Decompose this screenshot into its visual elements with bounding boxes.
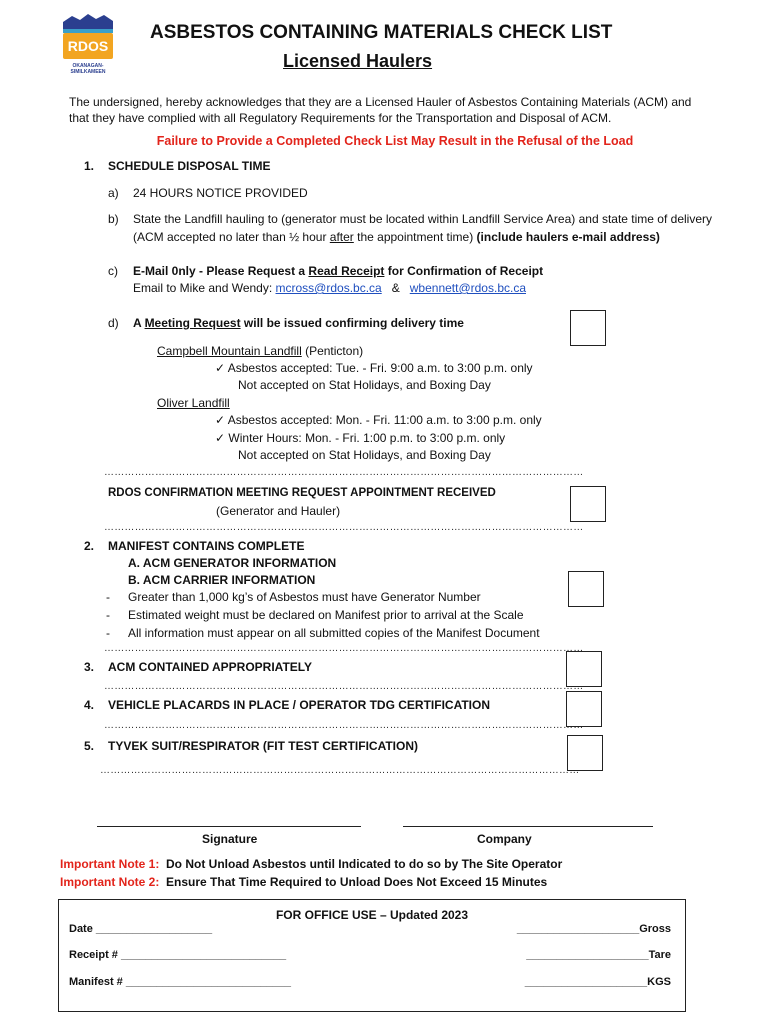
svg-text:SIMILKAMEEN: SIMILKAMEEN	[70, 69, 106, 75]
office-use-box	[58, 899, 686, 1012]
svg-text:OKANAGAN-: OKANAGAN-	[72, 63, 104, 69]
section-2-number: 2.	[84, 539, 95, 553]
divider-dots: ……………………………………………………………………………………………………………………………	[104, 522, 584, 533]
office-kgs[interactable]: ____________________KGS	[524, 976, 671, 988]
divider-dots: ……………………………………………………………………………………………………………………………	[104, 643, 584, 654]
oliver-landfill: Oliver Landfill	[157, 396, 230, 410]
divider-dots: ……………………………………………………………………………………………………………………………	[100, 765, 580, 776]
section-1-number: 1.	[84, 159, 95, 173]
section-2-heading: MANIFEST CONTAINS COMPLETE	[108, 539, 305, 553]
signature-label: Signature	[202, 832, 258, 846]
confirmation-sub: (Generator and Hauler)	[216, 504, 341, 518]
section-5-number: 5.	[84, 739, 95, 753]
bullet-dash: -	[106, 590, 110, 604]
manifest-bullet-3: All information must appear on all submitted copies of the Manifest Document	[128, 626, 540, 640]
check-icon: ✓	[215, 413, 226, 427]
office-gross[interactable]: ____________________Gross	[516, 923, 671, 935]
check-icon: ✓	[215, 361, 226, 375]
important-note-1: Important Note 1: Do Not Unload Asbestos until Indicated to do so by The Site Operator	[60, 857, 563, 871]
intro-text: The undersigned, hereby acknowledges that they are a Licensed Hauler of Asbestos Containing Materials (ACM) and that they have complied with all Regulatory Requirements for the Transportation and Disposal of ACM.	[69, 95, 692, 125]
campbell-hours: ✓ Asbestos accepted: Tue. - Fri. 9:00 a.m. to 3:00 p.m. only	[215, 361, 533, 375]
office-tare[interactable]: ____________________Tare	[526, 949, 671, 961]
manifest-bullet-2: Estimated weight must be declared on Manifest prior to arrival at the Scale	[128, 608, 524, 622]
item-d-text: A Meeting Request will be issued confirming delivery time	[133, 316, 464, 330]
logo-text: RDOS	[67, 38, 109, 54]
oliver-winter-hours: ✓ Winter Hours: Mon. - Fri. 1:00 p.m. to 3:00 p.m. only	[215, 431, 506, 445]
item-b-letter: b)	[108, 212, 119, 226]
item-c-line1: E-Mail 0nly - Please Request a Read Receipt for Confirmation of Receipt	[133, 264, 544, 278]
company-line[interactable]	[403, 826, 653, 827]
checkbox-confirmation[interactable]	[570, 486, 606, 522]
page-title: ASBESTOS CONTAINING MATERIALS CHECK LIST	[150, 22, 613, 43]
email-link-mcross[interactable]: mcross@rdos.bc.ca	[275, 281, 382, 295]
section-1-heading: SCHEDULE DISPOSAL TIME	[108, 159, 271, 173]
section-3-heading: ACM CONTAINED APPROPRIATELY	[108, 660, 313, 674]
manifest-carrier: B. ACM CARRIER INFORMATION	[128, 573, 316, 587]
office-title: FOR OFFICE USE – Updated 2023	[275, 908, 469, 922]
company-label: Company	[477, 832, 532, 846]
office-date[interactable]: Date ___________________	[69, 923, 213, 935]
confirmation-heading: RDOS CONFIRMATION MEETING REQUEST APPOINTMENT RECEIVED	[108, 487, 496, 499]
manifest-bullet-1: Greater than 1,000 kg’s of Asbestos must have Generator Number	[128, 590, 481, 604]
email-link-wbennett[interactable]: wbennett@rdos.bc.ca	[409, 281, 526, 295]
oliver-holidays: Not accepted on Stat Holidays, and Boxing Day	[238, 448, 491, 462]
item-c-letter: c)	[108, 264, 118, 278]
page-subtitle: Licensed Haulers	[283, 51, 433, 71]
campbell-landfill: Campbell Mountain Landfill (Penticton)	[157, 344, 364, 358]
checkbox-schedule[interactable]	[570, 310, 606, 346]
manifest-generator: A. ACM GENERATOR INFORMATION	[128, 556, 337, 570]
failure-notice: Failure to Provide a Completed Check List May Result in the Refusal of the Load	[156, 134, 634, 148]
item-a-text: 24 HOURS NOTICE PROVIDED	[133, 186, 308, 200]
section-4-heading: VEHICLE PLACARDS IN PLACE / OPERATOR TDG CERTIFICATION	[108, 698, 491, 712]
oliver-hours: ✓ Asbestos accepted: Mon. - Fri. 11:00 a.m. to 3:00 p.m. only	[215, 413, 542, 427]
check-icon: ✓	[215, 431, 226, 445]
office-manifest[interactable]: Manifest # ___________________________	[69, 976, 292, 988]
item-c-line2: Email to Mike and Wendy: mcross@rdos.bc.ca & wbennett@rdos.bc.ca	[133, 281, 526, 295]
item-b-line2: (ACM accepted no later than ½ hour after the appointment time) (include haulers e-mail address)	[133, 230, 660, 244]
divider-dots: ……………………………………………………………………………………………………………………………	[104, 681, 584, 692]
section-4-number: 4.	[84, 698, 95, 712]
checkbox-manifest[interactable]	[568, 571, 604, 607]
section-5-heading: TYVEK SUIT/RESPIRATOR (FIT TEST CERTIFICATION)	[108, 739, 419, 753]
office-receipt[interactable]: Receipt # ___________________________	[69, 949, 287, 961]
signature-line[interactable]	[97, 826, 361, 827]
campbell-holidays: Not accepted on Stat Holidays, and Boxing Day	[238, 378, 491, 392]
divider-dots: ……………………………………………………………………………………………………………………………	[104, 720, 584, 731]
important-note-2: Important Note 2: Ensure That Time Required to Unload Does Not Exceed 15 Minutes	[60, 875, 548, 889]
item-d-letter: d)	[108, 316, 119, 330]
rdos-logo	[60, 12, 116, 76]
item-a-letter: a)	[108, 186, 119, 200]
section-3-number: 3.	[84, 660, 95, 674]
item-b-line1: State the Landfill hauling to (generator must be located within Landfill Service Area) and state time of delivery	[133, 212, 712, 226]
bullet-dash: -	[106, 626, 110, 640]
divider-dots: ……………………………………………………………………………………………………………………………	[104, 467, 584, 478]
bullet-dash: -	[106, 608, 110, 622]
